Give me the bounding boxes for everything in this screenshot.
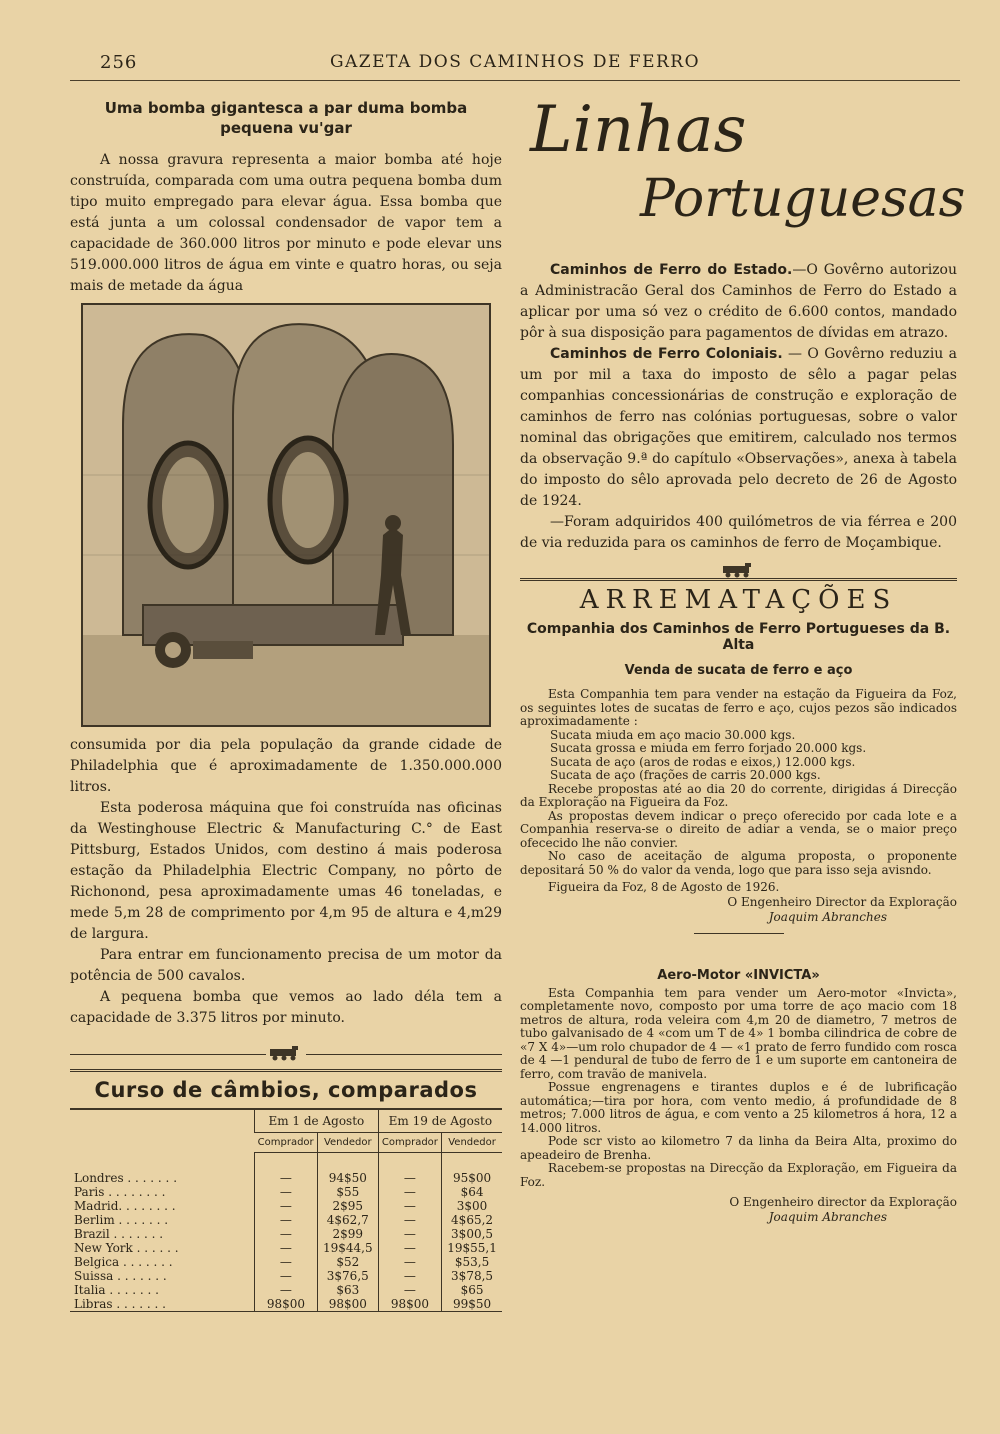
sale-acceptance: No caso de aceitação de alguma proposta, o proponente depositará 50 % do valor da venda, logo que para isso seja avisndo. [520, 849, 957, 877]
date-header-1: Em 1 de Agosto [255, 1110, 379, 1133]
list-item: Sucata miuda em aço macio 30.000 kgs. [550, 727, 796, 742]
left-column [70, 90, 502, 1312]
section-separator [70, 1043, 502, 1065]
list-item: Sucata de aço (aros de rodas e eixos,) 12.000 kgs. [550, 754, 856, 769]
news-coloniais [520, 344, 957, 512]
sale-receive: Recebe propostas até ao dia 20 do corrente, dirigidas á Direcção da Exploração na Figueira da Foz. [520, 781, 957, 809]
table-row: Madrid. . . . . . . . — 2$95 — 3$00 [70, 1199, 502, 1213]
sale-intro: Esta Companhia tem para vender na estação da Figueira da Foz, os seguintes lotes de sucatas de ferro e aço, cujos pezos são indicados aproximadamente : [520, 687, 957, 728]
aero-heading: Aero-Motor «INVICTA» [657, 967, 820, 983]
aero-paragraph-4: Racebem-se propostas na Direcção da Exploração, em Figueira da Foz. [520, 1161, 957, 1189]
article-paragraph-2: Esta poderosa máquina que foi construída nas oficinas da Westinghouse Electric & Manufacturing C.° de East Pittsburg, Estados Unidos, com destino á mais poderosa estação da Philadelphia Electric Company, no pôrto de Richonond, pesa aproximadamente umas 46 toneladas, e mede 5,m 28 de comprimento por 4,m 95 de altura e 4,m29 de largura. [70, 800, 502, 942]
date-header-2: Em 19 de Agosto [378, 1110, 502, 1133]
table-row: Libras . . . . . . . 98$00 98$00 98$00 99$50 [70, 1297, 502, 1311]
article-title [70, 98, 502, 138]
list-item: Sucata de aço (frações de carris 20.000 kgs. [550, 768, 821, 782]
news-mocambique: —Foram adquiridos 400 quilómetros de via férrea e 200 de via reduzida para os caminhos de ferro de Moçambique. [520, 514, 957, 551]
train-icon [719, 562, 759, 578]
table-row: Paris . . . . . . . . — $55 — $64 [70, 1185, 502, 1199]
pump-engraving [81, 303, 491, 727]
article-paragraph-3: Para entrar em funcionamento precisa de um motor da potência de 500 cavalos. [70, 947, 502, 984]
article-paragraph-1-continued: consumida por dia pela população da grande cidade de Philadelphia que é aproximadamente de 1.350.000.000 litros. [70, 737, 502, 795]
aero-signer-title: O Engenheiro director da Exploração [729, 1195, 957, 1209]
train-icon [266, 1045, 306, 1061]
aero-paragraph-3: Pode scr visto ao kilometro 7 da linha da Beira Alta, proximo do apeadeiro de Brenha. [520, 1134, 957, 1162]
masthead-line1: Linhas [530, 93, 747, 167]
news-estado [520, 260, 957, 344]
news-coloniais-lead: Caminhos de Ferro Coloniais. [550, 346, 783, 362]
article-title-line1: Uma bomba gigantesca a par duma bomba [104, 99, 468, 117]
col-seller-2: Vendedor [442, 1133, 502, 1153]
table-row: Suissa . . . . . . . — 3$76,5 — 3$78,5 [70, 1269, 502, 1283]
right-column [520, 90, 966, 1225]
col-buyer-1: Comprador [255, 1133, 318, 1153]
table-row: Italia . . . . . . . — $63 — $65 [70, 1283, 502, 1297]
signer-title: O Engenheiro Director da Exploração [727, 894, 957, 909]
aero-paragraph-1: Esta Companhia tem para vender um Aero-motor «Invicta», completamente novo, composto por uma torre de aço macio com 18 metros de altura, roda veleira com 4,m 20 de diametro, 7 metros de tubo galvanisado de 4 «com um T de 4» 1 bomba cilindrica de cobre de «7 X 4»—um rolo chupador de 4 — «1 prato de ferro fundido com rosca de 4 —1 pendural de tubo de ferro de 1 e um suporte em cantoneira de ferro, com travão de manivela. [520, 985, 957, 1081]
sale-heading: Venda de sucata de ferro e aço [624, 663, 853, 678]
article-title-line2: pequena vu'gar [220, 119, 352, 137]
article-paragraph-1: A nossa gravura representa a maior bomba até hoje construída, comparada com uma outra pequena bomba dum tipo muito empregado para elevar água. Essa bomba que está junta a um colossal condensador de vapor tem a capacidade de 360.000 litros por minuto e pode elevar uns 519.000.000 litros de água em vinte e quatro horas, ou seja mais de metade da água [70, 152, 502, 294]
exchange-table-box [70, 1069, 502, 1312]
col-seller-1: Vendedor [317, 1133, 378, 1153]
company-name: Companhia dos Caminhos de Ferro Portugueses da B. Alta [526, 621, 951, 653]
sale-proposals: As propostas devem indicar o preço oferecido por cada lote e a Companhia reserva-se o direito de adiar a venda, se o maior preço ofececido lhe não convier. [520, 808, 957, 850]
aero-paragraph-2: Possue engrenagens e tirantes duplos e é de lubrificação automática;—tira por hora, com vento medio, á profundidade de 8 metros; 7.000 litros de água, e com vento a 25 kilometros á hora, 12 a 14.000 litros. [520, 1080, 957, 1135]
news-estado-text: —O Govêrno autorizou a Administracão Geral dos Caminhos de Ferro do Estado a aplicar por uma só vez o crédito de 6.600 contos, mandado pôr à sua disposição para pagamentos de dívidas em atrazo. [520, 262, 958, 341]
signer-name: Joaquim Abranches [768, 909, 887, 924]
divider [694, 933, 784, 934]
col-buyer-2: Comprador [378, 1133, 441, 1153]
right-separator [520, 560, 957, 578]
sale-date: Figueira da Foz, 8 de Agosto de 1926. [548, 880, 780, 894]
masthead-line2: Portuguesas [640, 169, 966, 229]
section-masthead [520, 90, 966, 260]
page-number: 256 [100, 52, 138, 73]
table-row: New York . . . . . . — 19$44,5 — 19$55,1 [70, 1241, 502, 1255]
table-row: Belgica . . . . . . . — $52 — $53,5 [70, 1255, 502, 1269]
list-item: Sucata grossa e miuda em ferro forjado 20.000 kgs. [550, 741, 867, 755]
table-row: Londres . . . . . . . — 94$50 — 95$00 [70, 1171, 502, 1185]
pump-illustration [83, 305, 489, 725]
news-estado-lead: Caminhos de Ferro do Estado. [550, 262, 793, 278]
article-paragraph-4: A pequena bomba que vemos ao lado déla tem a capacidade de 3.375 litros por minuto. [70, 989, 502, 1026]
aero-signer-name: Joaquim Abranches [768, 1210, 887, 1224]
table-row: Berlim . . . . . . . — 4$62,7 — 4$65,2 [70, 1213, 502, 1227]
page-header [70, 50, 960, 81]
exchange-table-title: Curso de câmbios, comparados [70, 1072, 502, 1110]
news-coloniais-text: — O Govêrno reduziu a um por mil a taxa do imposto de sêlo a pagar pelas companhias concessionárias de construção e exploração de caminhos de ferro nas colónias portuguesas, sobre o valor nominal das obrigações que emitirem, calculado nos termos da observação 9.ª do capítulo «Observações», anexa à tabela do imposto do sêlo aprovada pelo decreto de 26 de Agosto de 1924. [520, 346, 957, 509]
journal-title: GAZETA DOS CAMINHOS DE FERRO [329, 52, 701, 72]
exchange-table [70, 1110, 502, 1311]
table-row: Brazil . . . . . . . — 2$99 — 3$00,5 [70, 1227, 502, 1241]
arrematacoes-heading: ARREMATAÇÕES [520, 578, 957, 615]
